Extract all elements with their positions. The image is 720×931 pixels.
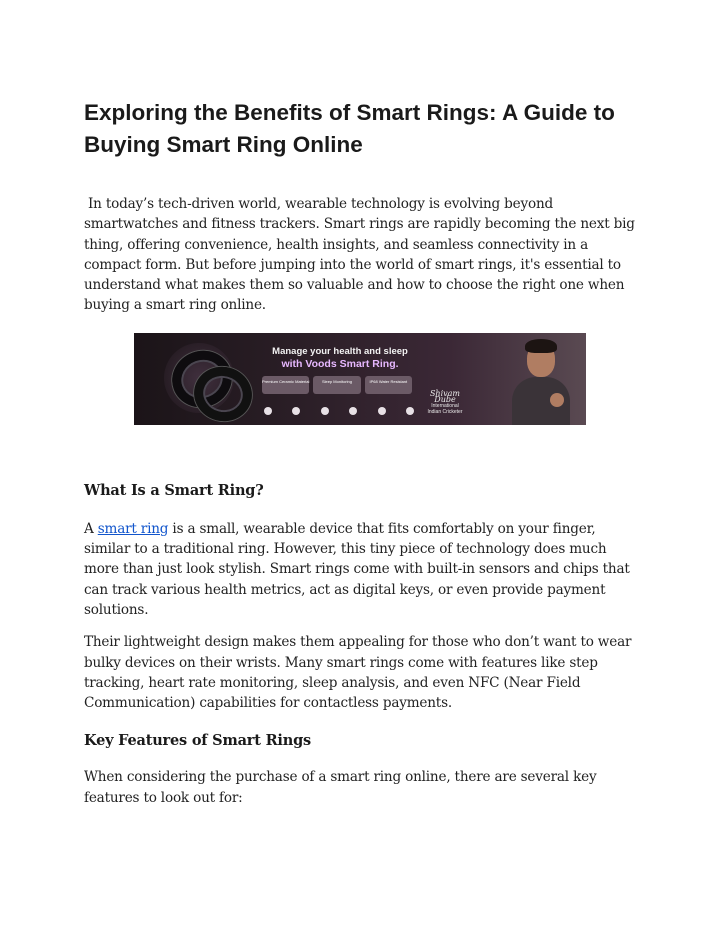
person-hair <box>525 339 557 353</box>
p1-prefix: A <box>84 520 98 537</box>
ambassador-photo <box>510 337 572 425</box>
feature-dot-icon <box>406 407 414 415</box>
what-is-paragraph-1 <box>84 519 644 620</box>
feature-dot-icon <box>264 407 272 415</box>
feature-dot-icon <box>378 407 386 415</box>
feature-dot-icon <box>321 407 329 415</box>
p1-rest: is a small, wearable device that fits comfortably on your finger, similar to a traditional ring. However, this tiny piece of technology does much more than just look stylish. Smart rings come with built-in sensors and chips that can track various health metrics, act as digital keys, or even provide payment solutions. <box>84 520 630 618</box>
page-title: Exploring the Benefits of Smart Rings: A Guide to Buying Smart Ring Online <box>84 100 615 157</box>
banner-headline-line2: with Voods Smart Ring. <box>281 357 399 370</box>
person-hand <box>550 393 564 407</box>
feature-dot-icon <box>349 407 357 415</box>
intro-text: In today’s tech-driven world, wearable technology is evolving beyond smartwatches and fitness trackers. Smart rings are rapidly becoming the next big thing, offering convenience, health insights, and seamless connectivity in a compact form. But before jumping into the world of smart rings, it's essential to understand what makes them so valuable and how to choose the right one when buying a smart ring online. <box>84 196 635 314</box>
smart-ring-banner-image <box>134 333 586 425</box>
intro-paragraph <box>84 194 644 316</box>
banner-feature-icons <box>264 407 414 415</box>
banner-headline <box>260 346 420 370</box>
what-is-paragraph-2: Their lightweight design makes them appealing for those who don’t want to wear bulky devices on their wrists. Many smart rings come with features like step tracking, heart rate monitoring, sleep analysis, and even NFC (Near Field Communication) capabilities for contactless payments. <box>84 634 632 712</box>
banner-signature <box>420 388 470 415</box>
section-heading-what-is: What Is a Smart Ring? <box>84 481 264 499</box>
document-content <box>84 97 644 820</box>
smart-ring-link[interactable]: smart ring <box>97 520 169 537</box>
banner-pill: Sleep Monitoring <box>313 376 360 394</box>
key-features-paragraph: When considering the purchase of a smart ring online, there are several key features to look out for: <box>84 769 597 806</box>
banner-feature-pills <box>262 376 412 394</box>
feature-dot-icon <box>292 407 300 415</box>
banner-headline-line1: Manage your health and sleep <box>272 345 408 357</box>
caption-line2: Indian Cricketer <box>427 408 463 415</box>
signature-text: Shivam Dube <box>429 388 461 404</box>
caption-line1: International <box>431 402 459 409</box>
banner-pill: IP68 Water Resistant <box>365 376 412 394</box>
banner-pill: Premium Ceramic Material <box>262 376 309 394</box>
section-heading-key-features: Key Features of Smart Rings <box>84 732 311 750</box>
